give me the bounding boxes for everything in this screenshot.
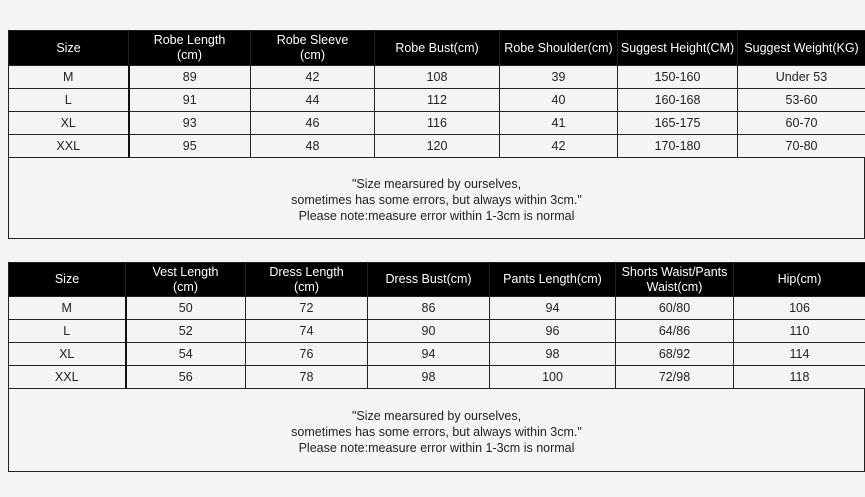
table-row [9,297,865,320]
table-cell: 98 [490,343,616,366]
table-cell: 108 [375,66,500,89]
table-cell: Under 53 [738,66,865,89]
column-header: Vest Length (cm) [126,263,246,297]
table-cell: 100 [490,366,616,389]
column-header: Size [9,263,126,297]
column-header: Dress Bust(cm) [368,263,490,297]
table-cell: 98 [368,366,490,389]
note-line: sometimes has some errors, but always within 3cm." [291,425,582,439]
size-cell: M [9,66,129,89]
dress-size-chart [8,262,865,478]
note-line: sometimes has some errors, but always within 3cm." [291,193,582,207]
table-header-row [9,31,865,66]
robe-size-chart [8,30,865,244]
table-cell: 52 [126,320,246,343]
size-cell: XXL [9,366,126,389]
table-cell: 96 [490,320,616,343]
table-row [9,135,865,158]
table-cell: 110 [734,320,865,343]
column-header: Robe Shoulder(cm) [500,31,618,66]
note-line: "Size mearsured by ourselves, [351,409,522,423]
table-cell: 72 [246,297,368,320]
table-cell: 39 [500,66,618,89]
size-cell: L [9,320,126,343]
table-cell: 94 [490,297,616,320]
table-cell: 42 [251,66,375,89]
size-cell: XXL [9,135,129,158]
table-cell: 120 [375,135,500,158]
table-cell: 94 [368,343,490,366]
table-cell: 114 [734,343,865,366]
dress-size-table [8,262,865,389]
column-header: Suggest Height(CM) [618,31,738,66]
table-cell: 112 [375,89,500,112]
table-cell: 118 [734,366,865,389]
table-cell: 40 [500,89,618,112]
table-cell: 150-160 [618,66,738,89]
table-cell: 56 [126,366,246,389]
table-cell: 78 [246,366,368,389]
table-cell: 50 [126,297,246,320]
table-cell: 44 [251,89,375,112]
table-cell: 60-70 [738,112,865,135]
column-header: Shorts Waist/Pants Waist(cm) [616,263,734,297]
table-row [9,112,865,135]
table-cell: 165-175 [618,112,738,135]
table-cell: 72/98 [616,366,734,389]
table-cell: 41 [500,112,618,135]
column-header: Robe Sleeve (cm) [251,31,375,66]
table-cell: 93 [129,112,251,135]
measurement-note [8,158,865,239]
note-line: Please note:measure error within 1-3cm is normal [298,441,575,455]
note-line: "Size mearsured by ourselves, [351,177,522,191]
size-cell: XL [9,343,126,366]
table-cell: 48 [251,135,375,158]
table-row [9,66,865,89]
table-row [9,89,865,112]
table-cell: 95 [129,135,251,158]
table-cell: 74 [246,320,368,343]
table-cell: 160-168 [618,89,738,112]
robe-size-table [8,30,865,158]
table-cell: 106 [734,297,865,320]
table-cell: 42 [500,135,618,158]
column-header: Suggest Weight(KG) [738,31,865,66]
note-line: Please note:measure error within 1-3cm is normal [298,209,575,223]
table-cell: 70-80 [738,135,865,158]
table-cell: 90 [368,320,490,343]
table-cell: 46 [251,112,375,135]
column-header: Robe Bust(cm) [375,31,500,66]
table-cell: 91 [129,89,251,112]
table-cell: 68/92 [616,343,734,366]
table-cell: 86 [368,297,490,320]
table-cell: 53-60 [738,89,865,112]
column-header: Dress Length (cm) [246,263,368,297]
table-cell: 60/80 [616,297,734,320]
table-row [9,320,865,343]
column-header: Pants Length(cm) [490,263,616,297]
measurement-note [8,389,865,472]
column-header: Hip(cm) [734,263,865,297]
size-cell: XL [9,112,129,135]
table-cell: 76 [246,343,368,366]
column-header: Size [9,31,129,66]
table-header-row [9,263,865,297]
table-cell: 116 [375,112,500,135]
table-cell: 170-180 [618,135,738,158]
size-cell: M [9,297,126,320]
table-cell: 89 [129,66,251,89]
table-row [9,343,865,366]
size-cell: L [9,89,129,112]
table-cell: 54 [126,343,246,366]
table-cell: 64/86 [616,320,734,343]
table-row [9,366,865,389]
column-header: Robe Length (cm) [129,31,251,66]
